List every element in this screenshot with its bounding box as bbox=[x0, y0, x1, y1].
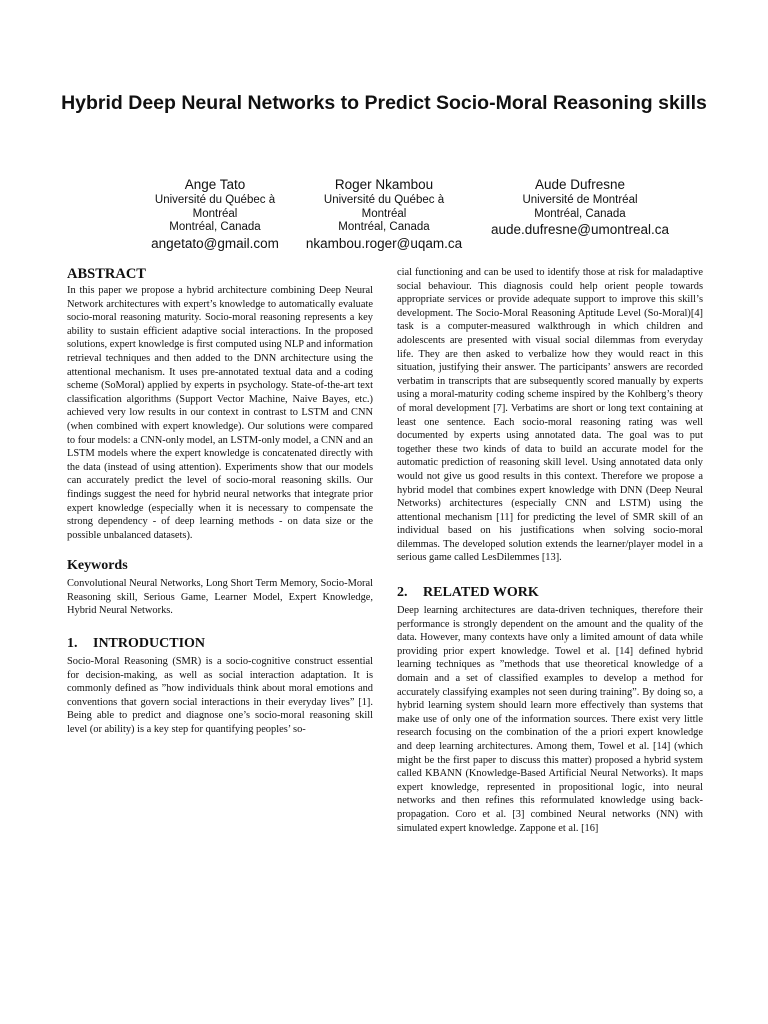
right-column bbox=[397, 266, 703, 835]
related-work-text: Deep learning architectures are data-driven techniques, therefore their performance is strongly dependent on the amount and the quality of the data. However, many contexts have only a limited amount of data while providing prior expert knowledge. Towel et al. [14] defined hybrid learning techniques as ”methods that use theoretical knowledge of a domain and a set of classified examples to develop a method for accurately classifying examples not seen during training”. By doing so, a hybrid learning system should learn more effectively than systems that make use of only one of the information sources. There exist very little research focusing on the combination of the a priori expert knowledge and deep learning architectures. Among them, Towel et al. [14] (which might be the first paper to discuss this matter) proposed a hybrid system called KBANN (Knowledge-Based Artificial Neural Networks). It maps expert knowledge, represented in propositional logic, into neural networks and then refines this reformulated knowledge using back-propagation. Coro et al. [3] combined Neural networks (NN) with simulated expert knowledge. Zappone et al. [16] bbox=[397, 605, 703, 834]
related-work-heading bbox=[397, 585, 703, 601]
author-email: nkambou.roger@uqam.ca bbox=[305, 235, 463, 251]
author-email: angetato@gmail.com bbox=[151, 235, 279, 251]
keywords-heading: Keywords bbox=[67, 558, 128, 574]
introduction-continuation: cial functioning and can be used to identify those at risk for maladaptive social behaviour. This diagnosis could help orient people towards appropriate services or provide adequate support to improve this skill’s development. The Socio-Moral Reasoning Aptitude Level (So-Moral)[4] task is a computer-measured walkthrough in which children and adolescents are presented with visual social dilemmas from everyday life. They are then asked to verbalize how they would react in this situation, justifying their answer. The participants’ answers are recorded verbatim in transcripts that are subsequently scored manually by experts using a moral-maturity coding scheme inspired by the Kohlberg’s theory of moral development [7]. Verbatims are short or long text containing at least one sentence. Each socio-moral reasoning rating was well documented by experts using annotated data. The goal was to put together these two kinds of data to build an accurate model for the automatic prediction of reasoning skill level. Using annotated data only would not give us good results in this context. Therefore we propose a hybrid model that combines expert knowledge with DNN (Deep Neural Networks) architectures (especially CNN and LSTM) using the attentional mechanism [11] for predicting the level of SMR skill of an individual based on his justifications when solving socio-moral dilemmas. The developed solution extends the learner/player model in a serious game called LesDilemmes [13]. bbox=[397, 267, 703, 564]
abstract-text: In this paper we propose a hybrid architecture combining Deep Neural Network architectures with expert’s knowledge to automatically evaluate socio-moral reasoning maturity. Socio-moral reasoning represents a key ability to sustain efficient adaptive social interactions. In the proposed solutions, expert knowledge is first computed using NLP and information retrieval techniques and then added to the DNN architecture using the attentional mechanism. It uses pre-annotated textual data and a coding scheme (SoMoral) applied by experts in psychology. State-of-the-art text classification algorithms (Support Vector Machine, Naive Bayes, etc.) achieved very low results in our context in contrast to LSTM and CNN (when combined with expert knowledge). Our solutions were compared to four models: a CNN-only model, an LSTM-only model, a CNN and an LSTM models where the expert knowledge is concatenated directly with the data (instead of using attention). Experiments show that our models can accurately predict the level of socio-moral reasoning skills. Our findings suggest the need for hybrid neural networks that integrate prior expert knowledge (especially when it is necessary to compensate the strong dependency - of deep learning methods - on data size or the possible unbalanced datasets). bbox=[67, 285, 373, 541]
author-3 bbox=[480, 176, 680, 238]
author-affiliation: Montréal, Canada bbox=[338, 221, 430, 233]
paper-title: Hybrid Deep Neural Networks to Predict Socio-Moral Reasoning skills bbox=[61, 92, 707, 114]
author-name: Ange Tato bbox=[184, 177, 246, 192]
author-affiliation: Université du Québec à bbox=[323, 194, 445, 206]
author-name: Roger Nkambou bbox=[334, 177, 434, 192]
author-affiliation: Montréal, Canada bbox=[534, 207, 626, 220]
author-name: Aude Dufresne bbox=[534, 177, 626, 192]
author-email: aude.dufresne@umontreal.ca bbox=[490, 222, 670, 237]
keywords-text: Convolutional Neural Networks, Long Short Term Memory, Socio-Moral Reasoning skill, Serious Game, Learner Model, Expert Knowledge, Hybrid Neural Networks. bbox=[67, 578, 373, 617]
introduction-heading bbox=[67, 636, 373, 652]
author-affiliation: Université du Québec à bbox=[154, 194, 276, 206]
section-title: INTRODUCTION bbox=[93, 636, 206, 652]
author-affiliation: Montréal, Canada bbox=[169, 221, 261, 233]
author-2 bbox=[294, 176, 474, 252]
abstract-heading: ABSTRACT bbox=[67, 266, 146, 282]
section-number: 2. bbox=[397, 585, 408, 601]
left-column bbox=[67, 266, 373, 737]
section-number: 1. bbox=[67, 636, 78, 652]
author-affiliation: Montréal bbox=[192, 207, 238, 220]
author-1 bbox=[125, 176, 305, 252]
introduction-text: Socio-Moral Reasoning (SMR) is a socio-cognitive construct essential for decision-making, as well as social interaction adaptation. It is commonly defined as ”how individuals think about moral emotions and conventions that govern social interactions in their everyday lives” [1]. Being able to predict and diagnose one’s socio-moral reasoning skill level (or ability) is a key step for quantifying peoples’ so- bbox=[67, 656, 373, 736]
section-title: RELATED WORK bbox=[423, 585, 539, 601]
author-affiliation: Université de Montréal bbox=[522, 194, 638, 206]
author-affiliation: Montréal bbox=[361, 207, 407, 220]
